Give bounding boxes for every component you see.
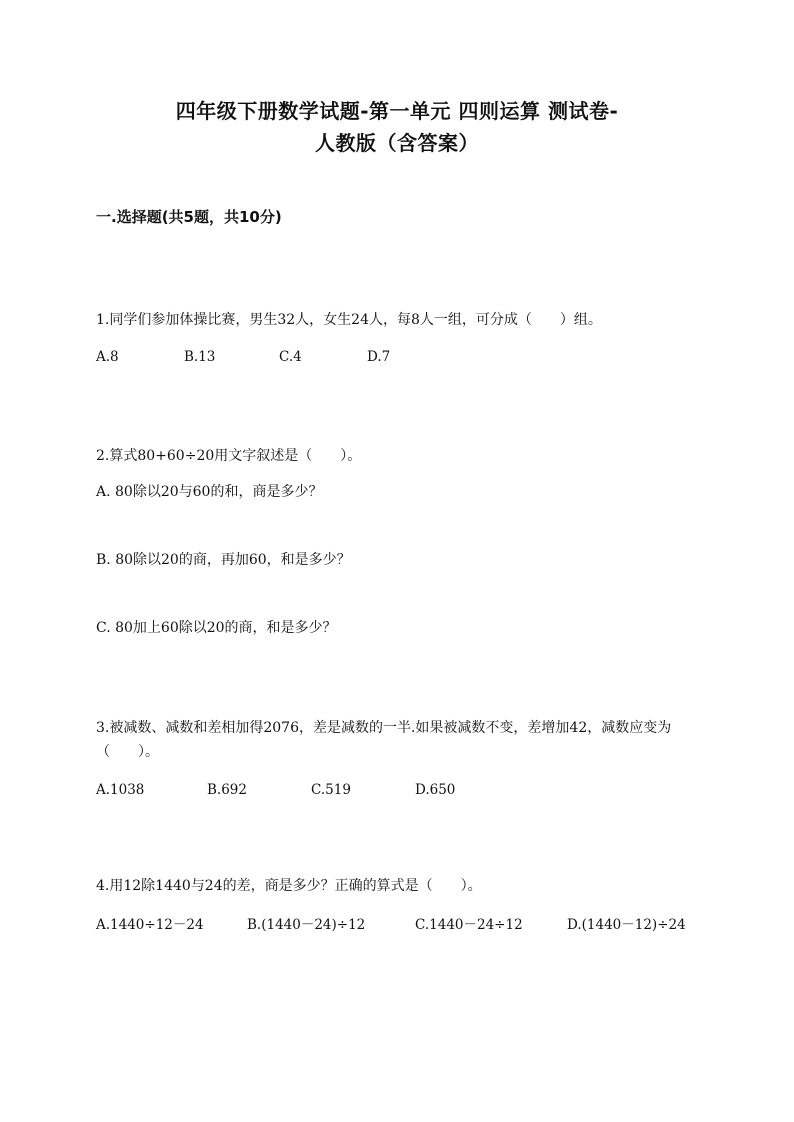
question-1-option-d: D.7 — [367, 349, 391, 365]
question-2-option-a: A. 80除以20与60的和，商是多少？ — [96, 484, 323, 500]
question-3-option-a: A.1038 — [96, 782, 145, 798]
question-3-text: 3.被减数、减数和差相加得2076，差是减数的一半.如果被减数不变，差增加42，减数应变为（ ）。 — [96, 720, 672, 760]
question-3-option-c: C.519 — [311, 782, 351, 798]
question-3-option-d: D.650 — [415, 782, 456, 798]
question-2-option-c: C. 80加上60除以20的商，和是多少？ — [96, 620, 337, 636]
question-4-option-a: A.1440÷12－24 — [96, 917, 204, 933]
section-heading: 一.选择题(共5题，共10分) — [96, 208, 282, 226]
question-1-option-a: A.8 — [96, 349, 119, 365]
page-title-line-2: 人教版（含答案） — [315, 131, 479, 155]
question-4-option-c: C.1440－24÷12 — [415, 917, 523, 933]
question-1-option-b: B.13 — [184, 349, 216, 365]
question-2-text: 2.算式80+60÷20用文字叙述是（ ）。 — [96, 448, 362, 464]
question-4-text: 4.用12除1440与24的差，商是多少？正确的算式是（ ）。 — [96, 878, 482, 894]
question-1-option-c: C.4 — [279, 349, 302, 365]
question-1-text: 1.同学们参加体操比赛，男生32人，女生24人，每8人一组，可分成（ ）组。 — [96, 312, 602, 328]
question-3-option-b: B.692 — [207, 782, 247, 798]
question-2-option-b: B. 80除以20的商，再加60，和是多少？ — [96, 552, 351, 568]
question-4-option-d: D.(1440－12)÷24 — [567, 917, 686, 933]
page-title-line-1: 四年级下册数学试题-第一单元 四则运算 测试卷- — [175, 99, 619, 123]
question-4-option-b: B.(1440－24)÷12 — [247, 917, 366, 933]
